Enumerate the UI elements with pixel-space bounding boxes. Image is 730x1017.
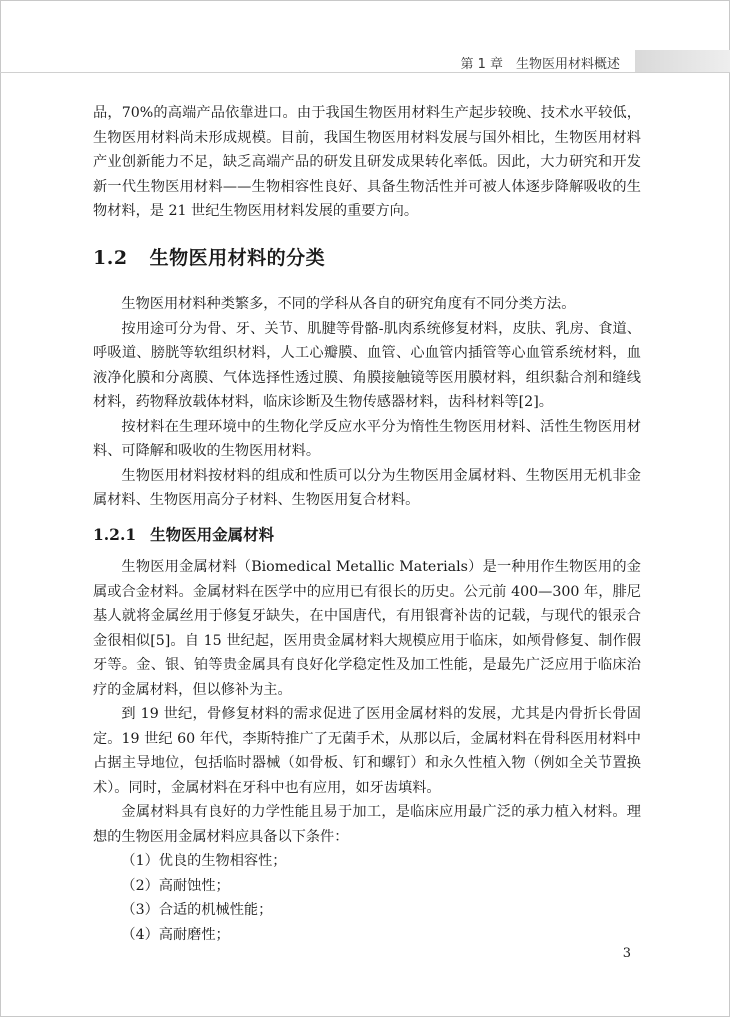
subsection-paragraph: 生物医用金属材料（Biomedical Metallic Materials）是一种用作生物医用的金属或合金材料。金属材料在医学中的应用已有很长的历史。公元前 400—300 年，腓尼基人就将金属丝用于修复牙缺失，在中国唐代，有用银膏补齿的记载，与现代的银汞合金很相似[5]。自 15 世纪起，医用贵金属材料大规模应用于临床，如颅骨修复、制作假牙等。金、银、铂等贵金属具有良好化学稳定性及加工性能，是最先广泛应用于临床治疗的金属材料，但以修补为主。	[93, 559, 641, 698]
section-paragraph: 按用途可分为骨、牙、关节、肌腱等骨骼-肌肉系统修复材料，皮肤、乳房、食道、呼吸道、膀胱等软组织材料，人工心瓣膜、血管、心血管内插管等心血管系统材料，血液净化膜和分离膜、气体选择性透过膜、角膜接触镜等医用膜材料，组织黏合剂和缝线材料，药物释放载体材料，临床诊断及生物传感器材料，齿科材料等[2]。	[93, 320, 641, 410]
chapter-header-text: 第 1 章 生物医用材料概述	[460, 57, 620, 72]
list-item: （4）高耐磨性；	[121, 926, 230, 943]
section-number: 1.2	[93, 246, 128, 269]
subsection-paragraph: 金属材料具有良好的力学性能且易于加工，是临床应用最广泛的承力植入材料。理想的生物医用金属材料应具备以下条件：	[93, 804, 641, 845]
running-header	[0, 50, 730, 72]
list-item: （1）优良的生物相容性；	[121, 853, 287, 869]
section-heading	[93, 246, 641, 271]
subsection-paragraph: 到 19 世纪，骨修复材料的需求促进了医用金属材料的发展，尤其是内骨折长骨固定。19 世纪 60 年代，李斯特推广了无菌手术，从那以后，金属材料在骨科医用材料中占据主导地位，包括临时器械（如骨板、钉和螺钉）和永久性植入物（例如全关节置换术）。同时，金属材料在牙科中也有应用，如牙齿填料。	[93, 706, 641, 796]
section-paragraph: 生物医用材料种类繁多，不同的学科从各自的研究角度有不同分类方法。	[121, 296, 576, 312]
section-paragraph: 生物医用材料按材料的组成和性质可以分为生物医用金属材料、生物医用无机非金属材料、生物医用高分子材料、生物医用复合材料。	[93, 467, 641, 508]
header-rule	[0, 72, 730, 73]
section-title: 生物医用材料的分类	[149, 246, 326, 269]
subsection-title: 生物医用金属材料	[150, 525, 275, 544]
list-item: （3）合适的机械性能；	[121, 902, 273, 918]
section-paragraph: 按材料在生理环境中的生物化学反应水平分为惰性生物医用材料、活性生物医用材料、可降解和吸收的生物医用材料。	[93, 418, 641, 459]
list-item: （2）高耐蚀性；	[121, 877, 230, 894]
subsection-number: 1.2.1	[93, 524, 137, 544]
header-decor-bar	[635, 50, 730, 72]
page-number: 3	[622, 946, 631, 961]
page-body	[93, 101, 641, 947]
subsection-heading	[93, 523, 641, 548]
intro-paragraph: 品，70%的高端产品依靠进口。由于我国生物医用材料生产起步较晚、技术水平较低，生物医用材料尚未形成规模。目前，我国生物医用材料发展与国外相比，生物医用材料产业创新能力不足，缺乏高端产品的研发且研发成果转化率低。因此，大力研究和开发新一代生物医用材料——生物相容性良好、具备生物活性并可被人体逐步降解吸收的生物材料，是 21 世纪生物医用材料发展的重要方向。	[93, 105, 641, 219]
